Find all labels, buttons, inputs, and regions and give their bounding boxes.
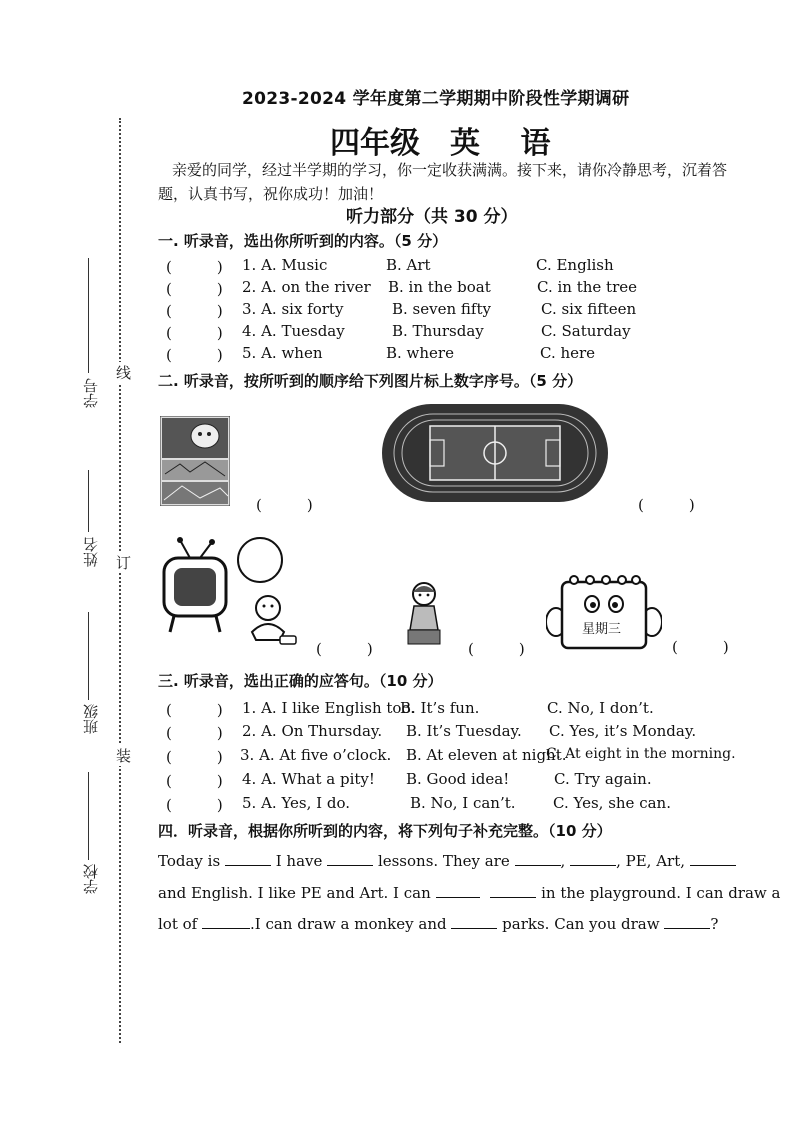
sentence-text: lot of (158, 915, 198, 933)
student-id-label: 学号 (82, 378, 100, 408)
option-b: B. It’s fun. (400, 699, 480, 717)
option-c: C. in the tree (537, 278, 637, 296)
sentence-text: .I can draw a monkey and (250, 915, 447, 933)
option-c: C. Saturday (541, 322, 631, 340)
answer-paren[interactable]: ( ) (166, 280, 223, 298)
answer-paren[interactable]: ( ) (638, 496, 695, 514)
fill-sentence-line-2 (158, 883, 780, 902)
answer-paren[interactable]: ( ) (256, 496, 313, 514)
sentence-text: and English. I like PE and Art. I can (158, 884, 431, 902)
binding-dotted-line (119, 118, 121, 1043)
student-id-line (88, 258, 89, 373)
sentence-text: PE, Art, (625, 852, 686, 870)
option-a: 2. A. On Thursday. (242, 722, 383, 740)
intro-text: 亲爱的同学，经过半学期的学习，你一定收获满满。接下来，请你冷静思考，沉着答题，认真书写，祝你成功！加油！ (158, 161, 728, 203)
option-b: B. Thursday (392, 322, 484, 340)
option-b: B. in the boat (388, 278, 491, 296)
option-b: B. Art (386, 256, 431, 274)
answer-paren[interactable]: ( ) (166, 324, 223, 342)
option-a: 4. A. What a pity! (242, 770, 375, 788)
answer-paren[interactable]: ( ) (672, 638, 729, 656)
answer-blank[interactable] (690, 851, 736, 866)
binding-char-zhuang: 装 (116, 747, 132, 765)
option-c: C. six fifteen (541, 300, 637, 318)
option-b: B. seven fifty (392, 300, 491, 318)
q2-title: 二. 听录音，按所听到的顺序给下列图片标上数字序号。（5 分） (158, 372, 583, 390)
sentence-text: parks. Can you draw (502, 915, 660, 933)
tv-clock-picture (160, 536, 310, 648)
option-a: 4. A. Tuesday (242, 322, 345, 340)
option-c: C. Yes, it’s Monday. (549, 722, 697, 740)
q4-title: 四．听录音，根据你所听到的内容，将下列句子补充完整。（10 分） (158, 822, 612, 840)
answer-blank[interactable] (327, 851, 373, 866)
sentence-text: in the playground. I can draw a (541, 884, 781, 902)
binding-char-xian: 线 (116, 364, 132, 382)
class-label: 班级 (82, 704, 100, 734)
option-a: 1. A. Music (242, 256, 328, 274)
option-c: C. Try again. (554, 770, 652, 788)
sentence-text: I have (275, 852, 323, 870)
option-c: C. here (540, 344, 596, 362)
answer-blank[interactable] (570, 851, 616, 866)
answer-blank[interactable] (225, 851, 271, 866)
answer-paren[interactable]: ( ) (468, 640, 525, 658)
answer-blank[interactable] (515, 851, 561, 866)
option-a: 5. A. Yes, I do. (242, 794, 350, 812)
sentence-text: Today is (158, 852, 221, 870)
answer-blank[interactable] (436, 883, 480, 898)
option-b: B. No, I can’t. (410, 794, 516, 812)
option-b: B. Good idea! (406, 770, 510, 788)
option-a: 1. A. I like English too. (242, 699, 415, 717)
answer-paren[interactable]: ( ) (316, 640, 373, 658)
photo-collage-picture (160, 416, 230, 506)
fill-sentence-line-1 (158, 851, 736, 870)
answer-paren[interactable]: ( ) (166, 346, 223, 364)
option-c: C. No, I don’t. (547, 699, 654, 717)
name-line (88, 470, 89, 532)
option-b: B. At eleven at night. (406, 746, 567, 764)
answer-blank[interactable] (664, 914, 710, 929)
answer-paren[interactable]: ( ) (166, 724, 223, 742)
sentence-text: lessons. They are (377, 852, 510, 870)
answer-blank[interactable] (490, 883, 536, 898)
school-label: 学校 (82, 864, 100, 894)
answer-paren[interactable]: ( ) (166, 302, 223, 320)
option-b: B. where (386, 344, 454, 362)
answer-paren[interactable]: ( ) (166, 701, 223, 719)
girl-picture (404, 580, 444, 646)
school-line (88, 772, 89, 860)
name-label: 姓名 (82, 537, 100, 567)
option-c: C. At eight in the morning. (546, 746, 736, 762)
answer-paren[interactable]: ( ) (166, 772, 223, 790)
option-c: C. Yes, she can. (553, 794, 671, 812)
answer-paren[interactable]: ( ) (166, 748, 223, 766)
option-c: C. English (536, 256, 614, 274)
calendar-picture (546, 572, 662, 650)
answer-blank[interactable] (202, 914, 250, 929)
option-a: 3. A. six forty (242, 300, 344, 318)
page-title: 四年级 英 语 (330, 126, 551, 161)
option-b: B. It’s Tuesday. (406, 722, 522, 740)
sports-field-picture (380, 402, 610, 504)
q1-title: 一. 听录音，选出你所听到的内容。（5 分） (158, 232, 448, 250)
answer-blank[interactable] (451, 914, 497, 929)
sentence-text: ? (710, 915, 719, 933)
exam-title: 2023-2024 学年度第二学期期中阶段性学期调研 (242, 89, 630, 109)
binding-char-ding: 订 (116, 554, 132, 572)
q3-title: 三. 听录音，选出正确的应答句。（10 分） (158, 672, 443, 690)
answer-paren[interactable]: ( ) (166, 258, 223, 276)
option-a: 5. A. when (242, 344, 323, 362)
class-line (88, 612, 89, 700)
answer-paren[interactable]: ( ) (166, 796, 223, 814)
calendar-weekday-text: 星期三 (582, 622, 622, 637)
sentence-text: , (560, 852, 566, 870)
fill-sentence-line-3 (158, 914, 718, 933)
option-a: 2. A. on the river (242, 278, 371, 296)
sentence-text: , (616, 852, 621, 870)
listening-section-header: 听力部分（共 30 分） (346, 207, 518, 227)
option-a: 3. A. At five o’clock. (240, 746, 392, 764)
